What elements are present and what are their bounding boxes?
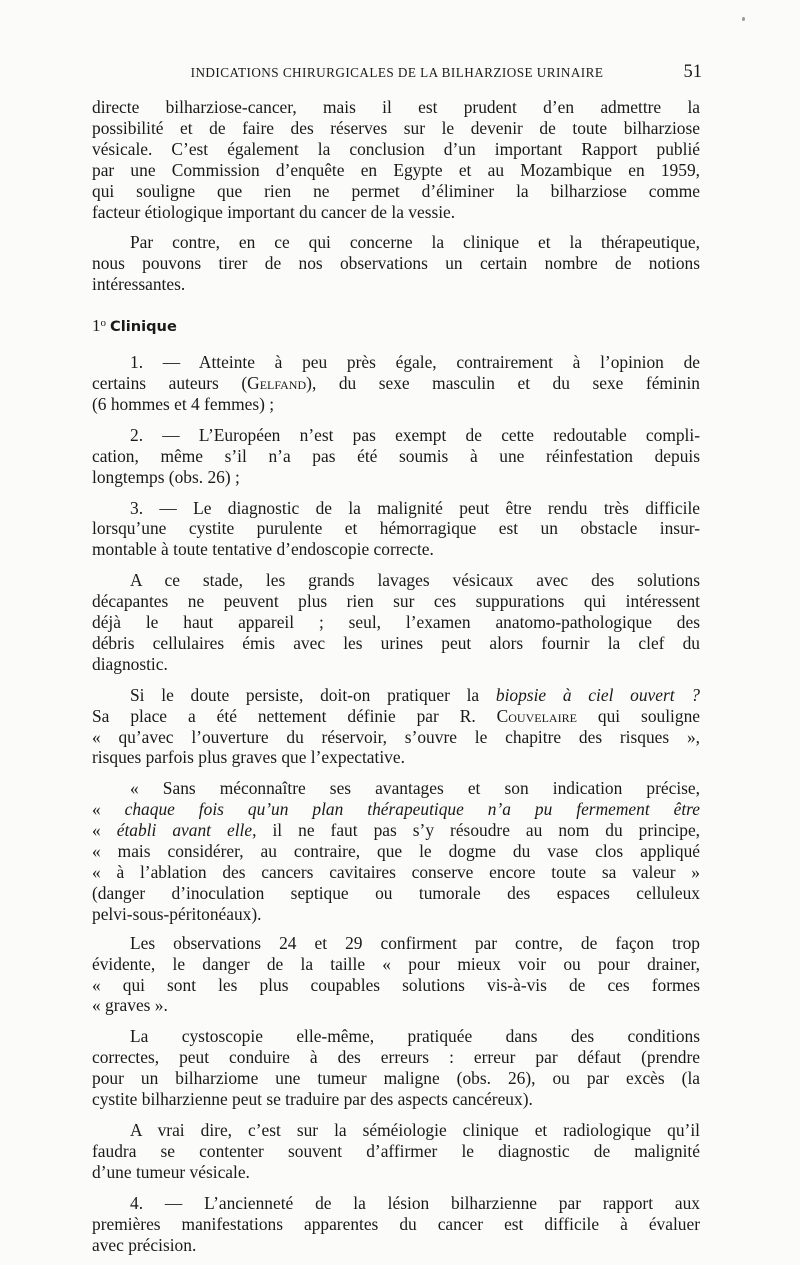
text-line: montable à toute tentative d’endoscopie correcte. [92,539,434,560]
text-line: « à l’ablation des cancers cavitaires conserve encore toute sa valeur » [92,862,700,882]
text-line: « mais considérer, au contraire, que le dogme du vase clos appliqué [92,841,700,862]
author-name: Gelfand [247,372,307,393]
text-line: A ce stade, les grands lavages vésicaux avec des solutions [130,570,700,591]
text-run: Si le doute persiste, doit-on pratiquer la [130,684,496,705]
text-line: diagnostic. [92,653,168,674]
text-run: « [92,799,125,820]
section-title: Clinique [110,318,177,336]
text-line: par une Commission d’enquête en Egypte et au Mozambique en 1959, [92,159,700,180]
italic-run: chaque fois qu’un plan thérapeutique n’a pu fermement être [124,799,700,820]
author-name: Couvelaire [496,705,577,726]
section-superscript: o [100,317,106,330]
list-item-2 [92,425,700,488]
italic-run: établi avant elle, [116,820,257,841]
body-text [92,97,700,1265]
page-number: 51 [683,62,702,82]
list-item-3 [92,498,700,561]
text-line: 4. — L’ancienneté de la lésion bilharzienne par rapport aux [130,1192,700,1213]
text-line: décapantes ne peuvent plus rien sur ces suppurations qui intéressent [92,591,700,612]
paragraph-a-vrai-dire [92,1120,700,1183]
italic-run: biopsie à ciel ouvert ? [495,684,700,705]
text-line [92,373,700,394]
text-line: longtemps (obs. 26) ; [92,466,240,487]
text-line: qui souligne que rien ne permet d’éliminer la bilharziose comme [92,180,700,201]
scan-speck [742,17,745,21]
text-line: A vrai dire, c’est sur la séméiologie clinique et radiologique qu’il [130,1119,700,1140]
text-line: 1. — Atteinte à peu près égale, contrairement à l’opinion de [130,352,700,373]
text-run: qui souligne [576,705,700,726]
section-heading [92,313,700,338]
text-line [92,685,700,706]
text-line: avec précision. [92,1234,197,1255]
text-line [92,799,700,820]
paragraph-continuation [92,97,700,222]
text-line: nous pouvons tirer de nos observations un certain nombre de notions [92,253,700,274]
paragraph-doute [92,685,700,769]
text-line: « Sans méconnaître ses avantages et son indication précise, [130,778,700,799]
text-line: d’une tumeur vésicale. [92,1161,250,1182]
text-line: (6 hommes et 4 femmes) ; [92,393,275,414]
text-line: évidente, le danger de la taille « pour mieux voir ou pour drainer, [92,953,700,974]
text-line: (danger d’inoculation septique ou tumorale des espaces celluleux [92,882,700,903]
text-line: cation, même s’il n’a pas été soumis à une réinfestation depuis [92,445,700,466]
text-line: correctes, peut conduire à des erreurs : erreur par défaut (prendre [92,1047,700,1068]
text-line: Par contre, en ce qui concerne la clinique et la thérapeutique, [130,232,700,253]
text-line: déjà le haut appareil ; seul, l’examen anatomo-pathologique des [92,612,700,633]
text-run: il ne faut pas s’y résoudre au nom du principe, [256,820,701,841]
text-line: possibilité et de faire des réserves sur le devenir de toute bilharziose [92,117,700,138]
text-line: Les observations 24 et 29 confirment par contre, de façon trop [130,932,700,953]
text-line: risques parfois plus graves que l’expectative. [92,747,405,768]
text-run: « [92,820,117,841]
list-item-4 [92,1193,700,1256]
text-line: premières manifestations apparentes du cancer est difficile à évaluer [92,1213,700,1234]
quotation [92,778,700,924]
text-line: facteur étiologique important du cancer de la vessie. [92,201,456,222]
text-line: lorsqu’une cystite purulente et hémorragique est un obstacle insur- [92,518,700,539]
text-line: 3. — Le diagnostic de la malignité peut être rendu très difficile [130,497,700,518]
text-run: Sa place a été nettement définie par R. [92,705,497,726]
text-line: intéressantes. [92,274,186,295]
text-line: « qui sont les plus coupables solutions vis-à-vis de ces formes [92,974,700,995]
section-number: 1 [92,316,101,336]
text-line: pelvi-sous-péritonéaux). [92,903,262,924]
text-line: vésicale. C’est également la conclusion d’un important Rapport publié [92,138,700,159]
page-header [92,62,702,86]
text-line: pour un bilharziome une tumeur maligne (obs. 26), ou par excès (la [92,1068,700,1089]
text-run: certains auteurs ( [92,372,248,393]
text-line: directe bilharziose-cancer, mais il est prudent d’en admettre la [92,97,700,117]
text-line: « qu’avec l’ouverture du réservoir, s’ouvre le chapitre des risques », [92,726,700,747]
text-line: 2. — L’Européen n’est pas exempt de cette redoutable compli- [130,424,700,445]
text-line: « graves ». [92,995,168,1016]
paragraph-cystoscopie [92,1026,700,1110]
running-title: INDICATIONS CHIRURGICALES DE LA BILHARZIOSE URINAIRE [190,65,604,80]
text-line: faudra se contenter souvent d’affirmer le diagnostic de malignité [92,1140,700,1161]
text-line [92,706,700,727]
paragraph-par-contre [92,232,700,295]
text-line: débris cellulaires émis avec les urines peut alors fournir la clef du [92,632,700,653]
text-run: ), du sexe masculin et du sexe féminin [306,372,700,393]
text-line [92,820,700,841]
paragraph-stade [92,570,700,675]
paragraph-observations [92,933,700,1017]
list-item-1 [92,352,700,415]
text-line: La cystoscopie elle-même, pratiquée dans des conditions [130,1026,700,1047]
text-line: cystite bilharzienne peut se traduire par des aspects cancéreux). [92,1089,533,1110]
